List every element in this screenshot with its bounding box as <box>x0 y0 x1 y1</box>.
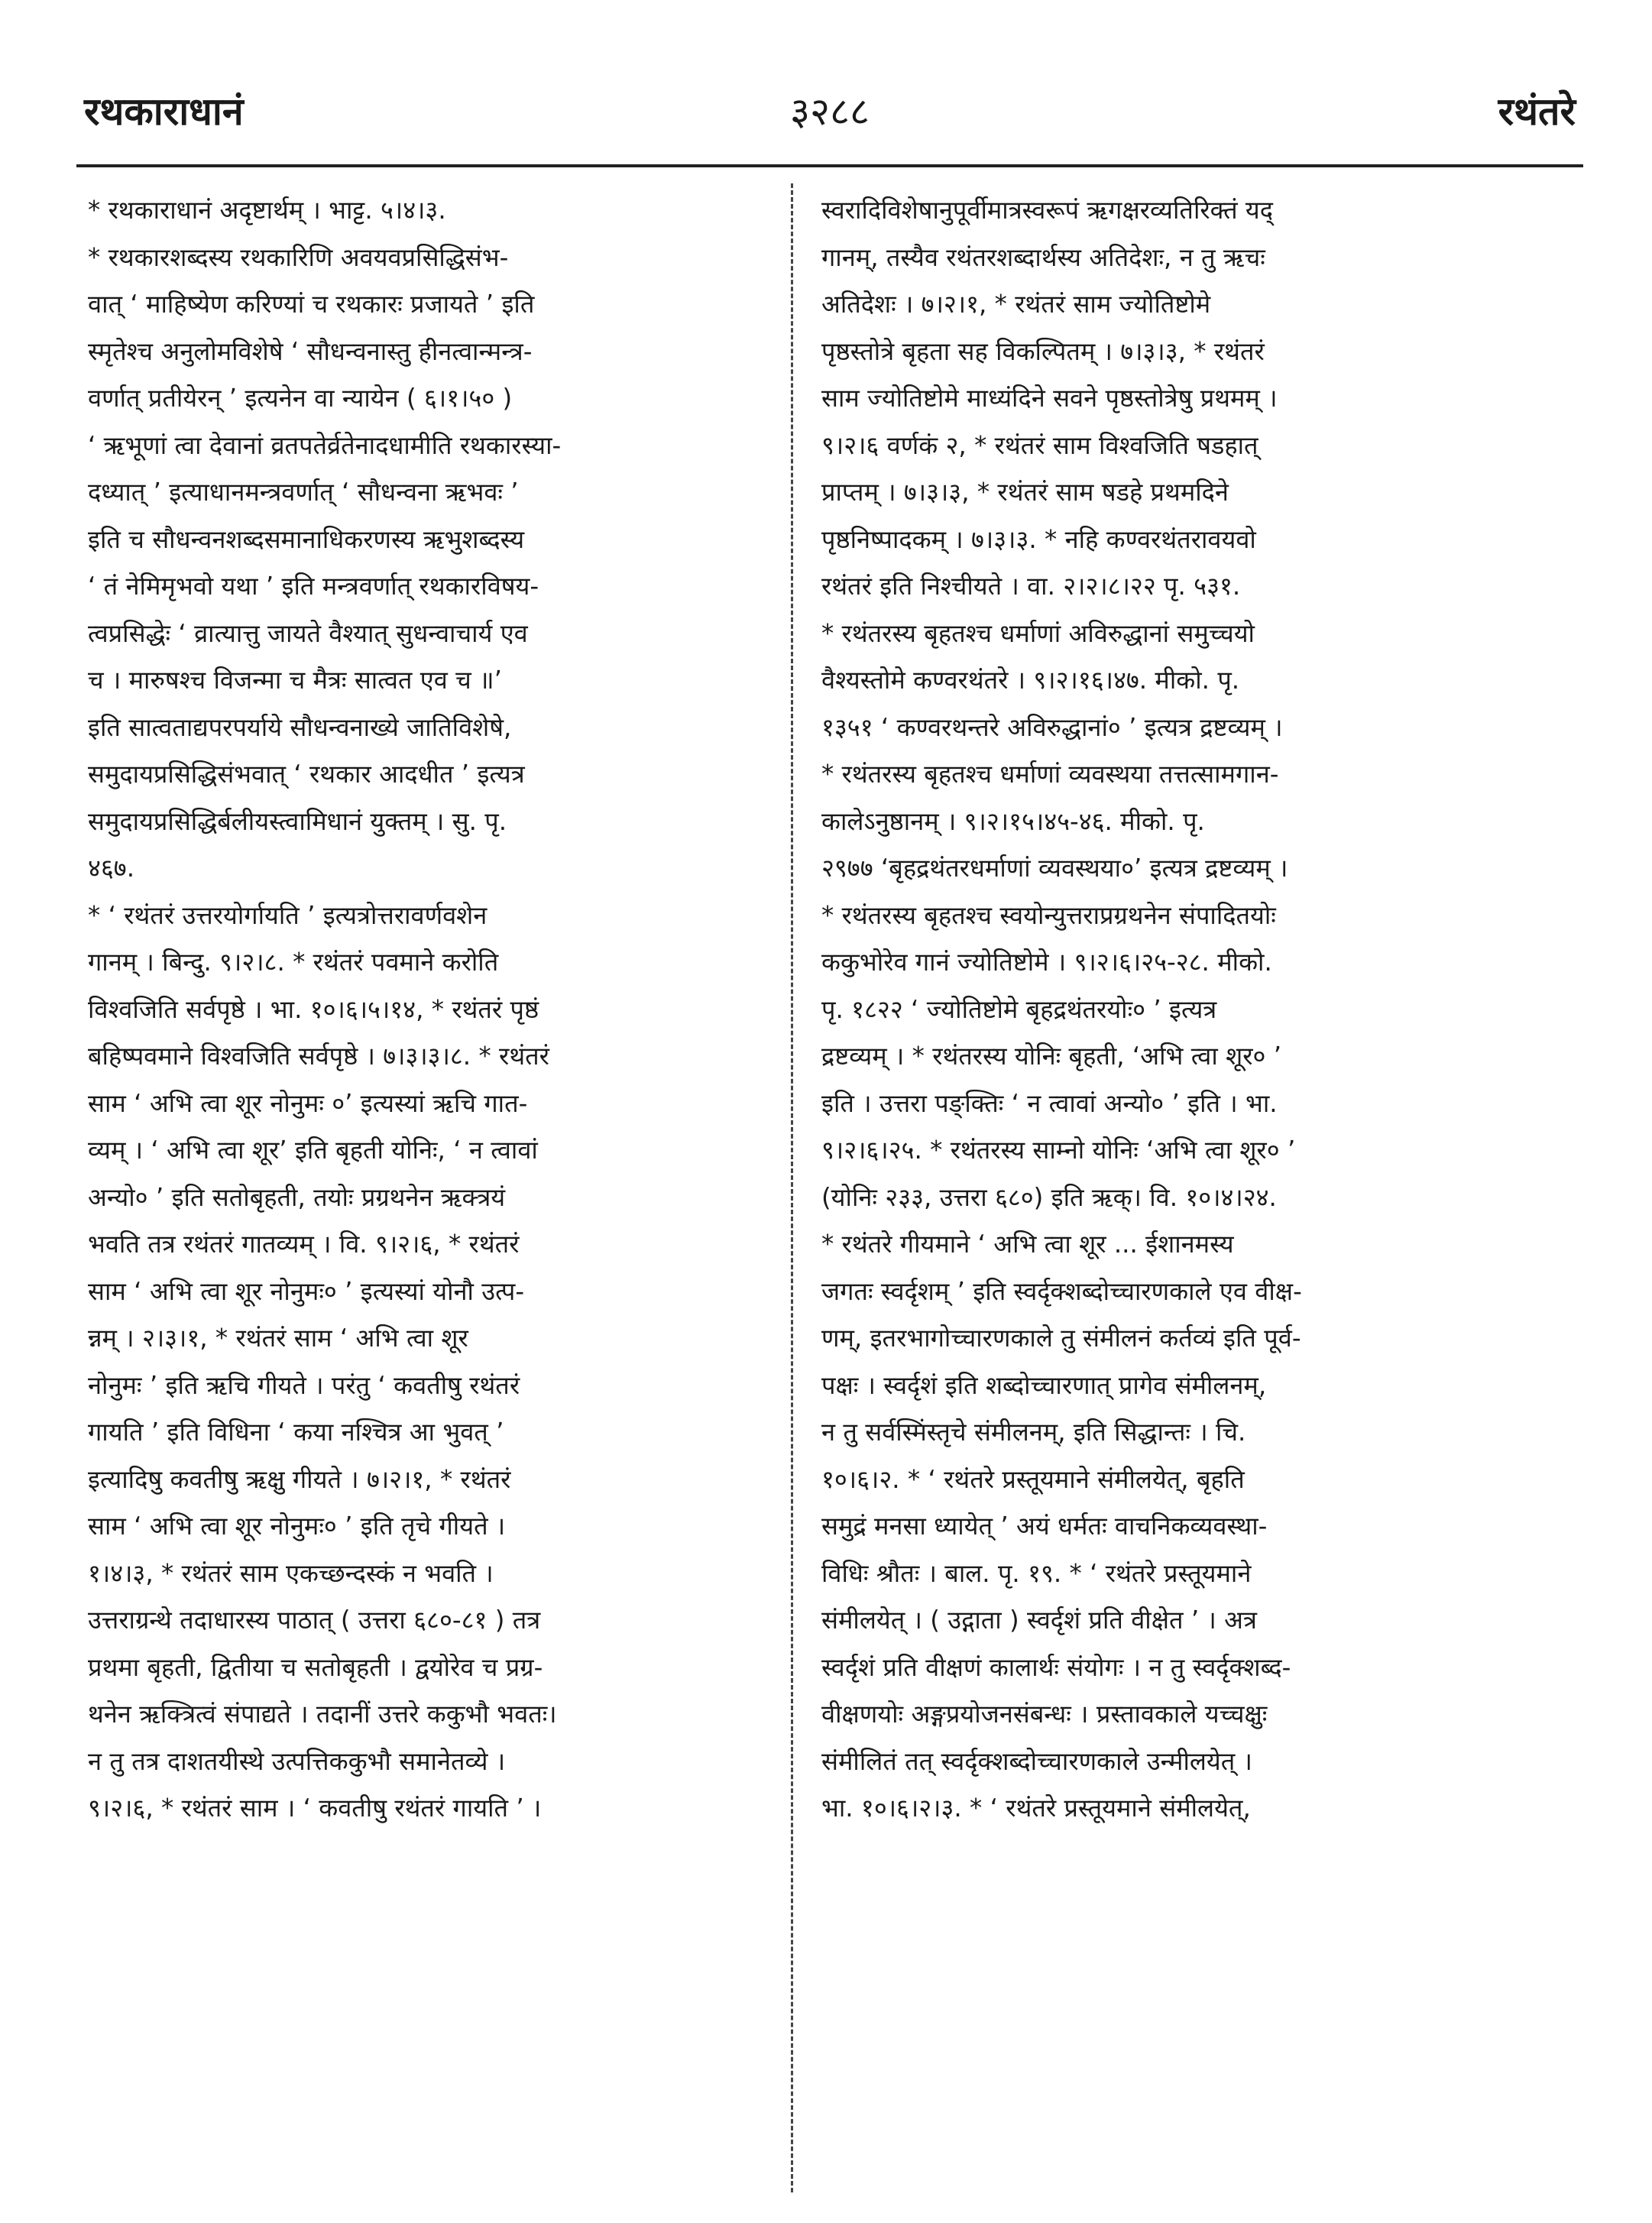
text-line: भा. १०।६।२।३. * ‘ रथंतरे प्रस्तूयमाने संमीलयेत्, <box>821 1794 1251 1823</box>
text-line: बहिष्पवमाने विश्वजिति सर्वपृष्ठे । ७।३।३।८. * रथंतरं <box>88 1042 549 1071</box>
text-line: स्वर्दृशं प्रति वीक्षणं कालार्थः संयोगः । न तु स्वर्दृक्शब्द- <box>821 1652 1291 1682</box>
text-line: द्रष्टव्यम् । * रथंतरस्य योनिः बृहती, ‘अभि त्वा शूर० ’ <box>821 1042 1282 1071</box>
text-line: (योनिः २३३, उत्तरा ६८०) इति ऋक्। वि. १०।४।२४. <box>821 1182 1277 1212</box>
text-line: वैश्यस्तोमे कण्वरथंतरे । ९।२।१६।४७. मीको. पृ. <box>821 666 1240 695</box>
text-line: * रथंतरे गीयमाने ‘ अभि त्वा शूर ... ईशानमस्य <box>821 1230 1234 1259</box>
text-line: प्रथमा बृहती, द्वितीया च सतोबृहती । द्वयोरेव च प्रग्र- <box>88 1652 543 1682</box>
right-column <box>821 187 1521 2177</box>
text-line: गानम् । बिन्दु. ९।२।८. * रथंतरं पवमाने करोति <box>88 948 499 977</box>
text-line: व्यम् । ‘ अभि त्वा शूर’ इति बृहती योनिः, ‘ न त्वावां <box>88 1136 538 1165</box>
text-line: साम ‘ अभि त्वा शूर नोनुमः० ’ इति तृचे गीयते । <box>88 1512 506 1541</box>
text-line: समुदायप्रसिद्धिर्बलीयस्त्वामिधानं युक्तम् । सु. पृ. <box>88 806 507 836</box>
text-line: समुदायप्रसिद्धिसंभवात् ‘ रथकार आदधीत ’ इत्यत्र <box>88 760 525 789</box>
text-line: १३५१ ‘ कण्वरथन्तरे अविरुद्धानां० ’ इत्यत्र द्रष्टव्यम् । <box>821 712 1283 742</box>
page-header <box>76 76 1583 153</box>
header-rule <box>76 164 1583 167</box>
text-line: १।४।३, * रथंतरं साम एकच्छन्दस्कं न भवति । <box>88 1558 494 1588</box>
text-line: ९।२।६, * रथंतरं साम । ‘ कवतीषु रथंतरं गायति ’ । <box>88 1794 542 1823</box>
text-line: पृष्ठनिष्पादकम् । ७।३।३. * नहि कण्वरथंतरावयवो <box>821 524 1256 554</box>
text-line: * रथंतरस्य बृहतश्च धर्माणां अविरुद्धानां समुच्चयो <box>821 618 1255 648</box>
text-line: * ‘ रथंतरं उत्तरयोर्गायति ’ इत्यत्रोत्तरावर्णवशेन <box>88 900 488 930</box>
text-line: स्वरादिविशेषानुपूर्वीमात्रस्वरूपं ऋगक्षरव्यतिरिक्तं यद् <box>821 196 1274 225</box>
text-line: पृ. १८२२ ‘ ज्योतिष्टोमे बृहद्रथंतरयोः० ’ इत्यत्र <box>821 994 1217 1024</box>
text-line: संमीलितं तत् स्वर्दृक्शब्दोच्चारणकाले उन्मीलयेत् । <box>821 1746 1252 1776</box>
header-left-word: रथकाराधानं <box>84 89 244 134</box>
text-line: कालेऽनुष्ठानम् । ९।२।१५।४५-४६. मीको. पृ. <box>821 806 1205 836</box>
text-line: वात् ‘ माहिष्येण करिण्यां च रथकारः प्रजायते ’ इति <box>88 290 535 319</box>
text-line: ९।२।६।२५. * रथंतरस्य साम्नो योनिः ‘अभि त्वा शूर० ’ <box>821 1136 1296 1165</box>
text-line: न्नम् । २।३।१, * रथंतरं साम ‘ अभि त्वा शूर <box>88 1324 468 1353</box>
text-line: समुद्रं मनसा ध्यायेत् ’ अयं धर्मतः वाचनिकव्यवस्था- <box>821 1512 1268 1541</box>
text-line: अन्यो० ’ इति सतोबृहती, तयोः प्रग्रथनेन ऋक्त्रयं <box>88 1182 506 1212</box>
text-line: प्राप्तम् । ७।३।३, * रथंतरं साम षडहे प्रथमदिने <box>821 478 1229 507</box>
text-line: संमीलयेत् । ( उद्गाता ) स्वर्दृशं प्रति वीक्षेत ’ । अत्र <box>821 1606 1257 1635</box>
text-line: जगतः स्वर्दृशम् ’ इति स्वर्दृक्शब्दोच्चारणकाले एव वीक्ष- <box>821 1276 1302 1306</box>
text-line: साम ज्योतिष्टोमे माध्यंदिने सवने पृष्ठस्तोत्रेषु प्रथमम् । <box>821 384 1278 413</box>
text-line: स्मृतेश्च अनुलोमविशेषे ‘ सौधन्वनास्तु हीनत्वान्मन्त्र- <box>88 336 533 366</box>
text-line: न तु सर्वस्मिंस्तृचे संमीलनम्, इति सिद्धान्तः । चि. <box>821 1418 1246 1447</box>
text-line: २९७७ ‘बृहद्रथंतरधर्माणां व्यवस्थया०’ इत्यत्र द्रष्टव्यम् । <box>821 854 1288 883</box>
text-line: ९।२।६ वर्णकं २, * रथंतरं साम विश्वजिति षडहात् <box>821 430 1258 460</box>
text-line: गानम्, तस्यैव रथंतरशब्दार्थस्य अतिदेशः, न तु ऋचः <box>821 242 1265 272</box>
text-line: णम्, इतरभागोच्चारणकाले तु संमीलनं कर्तव्यं इति पूर्व- <box>821 1324 1301 1353</box>
text-line: नोनुमः ’ इति ऋचि गीयते । परंतु ‘ कवतीषु रथंतरं <box>88 1370 520 1400</box>
text-line: ४६७. <box>88 854 135 883</box>
text-line: दध्यात् ’ इत्याधानमन्त्रवर्णात् ‘ सौधन्वना ऋभवः ’ <box>88 478 519 507</box>
text-line: अतिदेशः । ७।२।१, * रथंतरं साम ज्योतिष्टोमे <box>821 290 1211 319</box>
text-line: * रथकारशब्दस्य रथकारिणि अवयवप्रसिद्धिसंभ- <box>88 242 509 272</box>
text-line: पृष्ठस्तोत्रे बृहता सह विकल्पितम् । ७।३।३, * रथंतरं <box>821 336 1265 366</box>
text-line: ककुभोरेव गानं ज्योतिष्टोमे । ९।२।६।२५-२८. मीको. <box>821 948 1272 977</box>
text-line: विधिः श्रौतः । बाल. पृ. १९. * ‘ रथंतरे प्रस्तूयमाने <box>821 1558 1252 1588</box>
text-line: गायति ’ इति विधिना ‘ कया नश्चित्र आ भुवत् ’ <box>88 1418 504 1447</box>
text-line: त्वप्रसिद्धेः ‘ व्रात्यात्तु जायते वैश्यात् सुधन्वाचार्य एव <box>88 618 528 648</box>
text-line: १०।६।२. * ‘ रथंतरे प्रस्तूयमाने संमीलयेत्, बृहति <box>821 1464 1245 1494</box>
text-line: ‘ ऋभूणां त्वा देवानां व्रतपतेर्व्रतेनादधामीति रथकारस्या- <box>88 430 562 460</box>
text-line: इति च सौधन्वनशब्दसमानाधिकरणस्य ऋभुशब्दस्य <box>88 524 525 554</box>
text-line: वर्णात् प्रतीयेरन् ’ इत्यनेन वा न्यायेन ( ६।१।५० ) <box>88 384 513 413</box>
text-line: * रथंतरस्य बृहतश्च धर्माणां व्यवस्थया तत्तत्सामगान- <box>821 760 1279 789</box>
text-line: विश्वजिति सर्वपृष्ठे । भा. १०।६।५।१४, * रथंतरं पृष्ठं <box>88 994 539 1024</box>
text-line: * रथकाराधानं अदृष्टार्थम् । भाट्ट. ५।४।३. <box>88 196 446 225</box>
text-line: इति सात्वताद्यपरपर्याये सौधन्वनाख्ये जातिविशेषे, <box>88 712 512 742</box>
page-number: ३२८८ <box>790 89 870 134</box>
text-line: * रथंतरस्य बृहतश्च स्वयोन्युत्तराप्रग्रथनेन संपादितयोः <box>821 900 1276 930</box>
text-line: वीक्षणयोः अङ्गप्रयोजनसंबन्धः । प्रस्तावकाले यच्चक्षुः <box>821 1700 1268 1729</box>
text-line: साम ‘ अभि त्वा शूर नोनुमः० ’ इत्यस्यां योनौ उत्प- <box>88 1276 525 1306</box>
text-line: साम ‘ अभि त्वा शूर नोनुमः ०’ इत्यस्यां ऋचि गात- <box>88 1088 528 1118</box>
text-line: इत्यादिषु कवतीषु ऋक्षु गीयते । ७।२।१, * रथंतरं <box>88 1464 511 1494</box>
text-line: न तु तत्र दाशतयीस्थे उत्पत्तिककुभौ समानेतव्ये । <box>88 1746 506 1776</box>
text-line: ‘ तं नेमिमृभवो यथा ’ इति मन्त्रवर्णात् रथकारविषय- <box>88 572 539 601</box>
header-right-word: रथंतरे <box>1498 89 1576 134</box>
text-line: इति । उत्तरा पङ्क्तिः ‘ न त्वावां अन्यो० ’ इति । भा. <box>821 1088 1278 1118</box>
text-line: थनेन ऋक्त्रित्वं संपाद्यते । तदानीं उत्तरे ककुभौ भवतः। <box>88 1700 557 1729</box>
text-line: च । मारुषश्च विजन्मा च मैत्रः सात्वत एव च ॥’ <box>88 666 502 695</box>
text-line: भवति तत्र रथंतरं गातव्यम् । वि. ९।२।६, * रथंतरं <box>88 1230 520 1259</box>
column-divider <box>791 183 793 2192</box>
left-column <box>88 187 787 2177</box>
text-line: उत्तराग्रन्थे तदाधारस्य पाठात् ( उत्तरा ६८०-८१ ) तत्र <box>88 1606 541 1635</box>
text-line: पक्षः । स्वर्दृशं इति शब्दोच्चारणात् प्रागेव संमीलनम्, <box>821 1370 1267 1400</box>
text-line: रथंतरं इति निश्चीयते । वा. २।२।८।२२ पृ. ५३१. <box>821 572 1241 601</box>
